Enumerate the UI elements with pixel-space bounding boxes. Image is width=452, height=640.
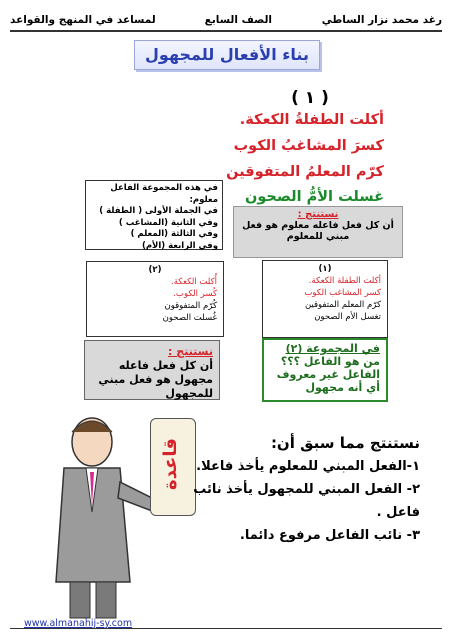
sentence-1-part-a: أكلت الطفلةُ <box>294 112 384 128</box>
example1-number: ( ١ ) <box>291 88 329 108</box>
rule-item: ١-الفعل المبني للمعلوم يأخذ فاعلا. <box>196 459 420 474</box>
rule-label: قاعدة <box>160 438 181 490</box>
conclusion-text: أن كل فعل فاعله مجهول هو فعل مبني للمجهول <box>98 359 213 400</box>
sentence-2-part-b: الكوب <box>233 138 277 154</box>
sentence-3-part-a: كرّم المعلمُ <box>305 164 384 180</box>
group-line: غُسلت الصحون <box>162 313 217 323</box>
known-subject-note <box>85 180 223 250</box>
group-line: كُرّم المتفوقون <box>164 301 217 311</box>
page-header <box>10 8 442 30</box>
sentence-4-part-b: الصحون <box>244 189 302 205</box>
conclusion-heading: نستنتج : <box>297 209 339 220</box>
group-line: كسر المشاغب الكوب <box>304 288 381 298</box>
conclusion-unknown <box>84 340 220 400</box>
rule-item: ٢- الفعل المبني للمجهول يأخذ نائب فاعل . <box>193 482 420 520</box>
grade-label: الصف السابع <box>204 14 272 26</box>
rule-intro: نستنتج مما سبق أن: <box>270 434 420 452</box>
group-number: (٢) <box>148 265 162 275</box>
sentence-4-part-a: غسلت الأمُّ <box>306 189 384 205</box>
conclusion-heading: نستنتج : <box>168 345 213 358</box>
note-line: في الجملة الأولى ( الطفلة ) <box>99 206 218 216</box>
group-line: كرّم المعلم المتفوقين <box>304 300 381 310</box>
group-line: كُسر الكوب. <box>173 289 217 299</box>
lesson-title: بناء الأفعال للمجهول <box>134 40 320 70</box>
sentence-1 <box>240 112 384 128</box>
sentence-3 <box>226 164 384 180</box>
group-1-box <box>262 260 388 338</box>
sentence-3-part-b: المتفوقين <box>226 164 301 180</box>
note-line: وفي الثالثة (المعلم ) <box>130 229 218 239</box>
note-line: وفي الرابعة (الأم) <box>141 240 218 251</box>
sentence-2-part-a: كسرَ المشاغبُ <box>281 138 384 154</box>
author-name: رغد محمد نزار الساطي <box>321 14 442 26</box>
group-line: أكلت الطفلة الكعكة. <box>308 276 381 286</box>
footer-link[interactable]: www.almanahij-sy.com <box>24 618 133 629</box>
header-subtitle: لمساعد في المنهج والقواعد <box>10 14 156 26</box>
rule-text <box>190 432 420 547</box>
group-line: أُكلت الكعكة. <box>171 277 217 287</box>
conclusion-known <box>233 206 403 258</box>
group-number: (١) <box>318 264 332 274</box>
group-2-box <box>86 261 224 337</box>
conclusion-text: أن كل فعل فاعله معلوم هو فعل مبني للمعلوم <box>242 220 394 242</box>
header-divider <box>10 30 442 32</box>
sentence-4 <box>245 189 384 205</box>
note-line: وفي الثانية (المشاغب ) <box>118 217 218 228</box>
sentence-1-part-b: الكعكة. <box>239 112 290 128</box>
group-line: تغسل الأم الصحون <box>314 312 381 322</box>
note-line: في هذه المجموعة الفاعل معلوم: <box>110 183 218 205</box>
group-3-box <box>262 338 388 402</box>
rule-item: ٣- نائب الفاعل مرفوع دائما. <box>239 528 420 543</box>
sentence-2 <box>234 138 384 154</box>
group-text: من هو الفاعل ؟؟؟ الفاعل غير معروف أي أنه مجهول <box>276 355 380 394</box>
group-heading: في المجموعة (٢) <box>285 342 380 355</box>
